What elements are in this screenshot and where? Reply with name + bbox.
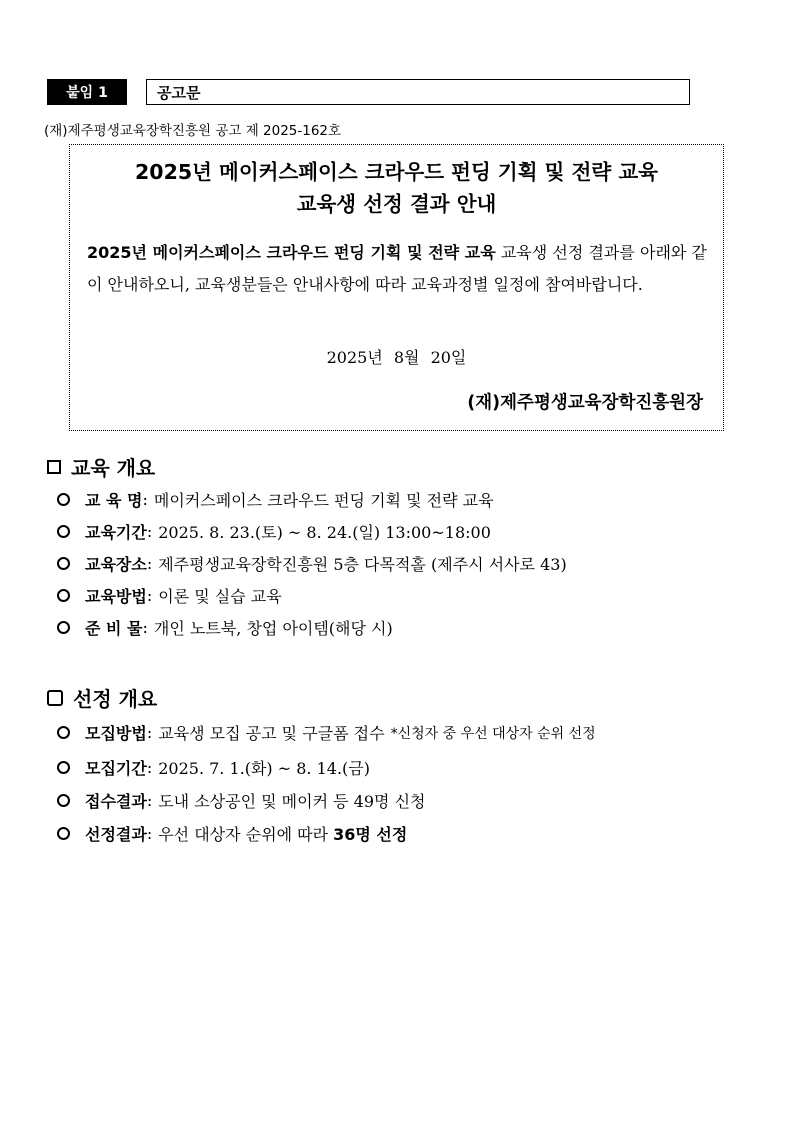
list-item bbox=[57, 789, 425, 812]
attachment-badge: 붙임 1 bbox=[47, 79, 127, 105]
item-value: 제주평생교육장학진흥원 5층 다목적홀 (제주시 서사로 43) bbox=[158, 555, 567, 574]
circle-bullet-icon bbox=[57, 726, 70, 739]
item-value: 2025. 8. 23.(토) ~ 8. 24.(일) 13:00~18:00 bbox=[158, 523, 491, 542]
item-value bbox=[158, 822, 407, 845]
item-value: 개인 노트북, 창업 아이템(해당 시) bbox=[153, 619, 393, 638]
section-title: 교육 개요 bbox=[71, 456, 156, 480]
notice-title-line2: 교육생 선정 결과 안내 bbox=[296, 192, 497, 216]
circle-bullet-icon bbox=[57, 557, 70, 570]
item-separator: : bbox=[146, 554, 153, 573]
list-item bbox=[57, 721, 596, 744]
document-type-label bbox=[146, 79, 690, 105]
item-label: 준 비 물 bbox=[85, 619, 143, 638]
item-separator: : bbox=[142, 490, 148, 509]
notice-body-bold: 2025년 메이커스페이스 크라우드 펀딩 기획 및 전략 교육 bbox=[87, 243, 496, 262]
item-separator: : bbox=[146, 522, 153, 541]
item-value-bold: 36명 선정 bbox=[333, 825, 408, 844]
list-item bbox=[57, 756, 370, 779]
circle-bullet-icon bbox=[57, 525, 70, 538]
circle-bullet-icon bbox=[57, 794, 70, 807]
notice-date: 2025년 8월 20일 bbox=[326, 348, 467, 367]
item-value: 2025. 7. 1.(화) ~ 8. 14.(금) bbox=[158, 759, 370, 778]
notice-body-text: 교육생 선정 결과를 아래와 같이 안내하오니, 교육생분들은 안내사항에 따라 교육과정별 일정에 참여바랍니다. bbox=[87, 243, 707, 294]
item-label: 모집기간 bbox=[85, 759, 147, 778]
item-label: 교육기간 bbox=[85, 523, 147, 542]
item-value: 교육생 모집 공고 및 구글폼 접수 bbox=[158, 724, 385, 743]
item-label: 접수결과 bbox=[85, 792, 147, 811]
item-label: 교 육 명 bbox=[85, 491, 143, 510]
square-bullet-icon bbox=[47, 460, 61, 474]
list-item bbox=[57, 616, 393, 639]
notice-number: (재)제주평생교육장학진흥원 공고 제 2025-162호 bbox=[44, 123, 342, 139]
item-note: *신청자 중 우선 대상자 순위 선정 bbox=[390, 725, 596, 742]
item-label: 교육장소 bbox=[85, 555, 147, 574]
item-value: 메이커스페이스 크라우드 펀딩 기획 및 전략 교육 bbox=[153, 491, 494, 510]
section-selection-overview bbox=[47, 683, 157, 712]
square-bullet-icon bbox=[47, 690, 63, 706]
notice-title-line1: 2025년 메이커스페이스 크라우드 펀딩 기획 및 전략 교육 bbox=[135, 160, 658, 184]
document-type-text: 공고문 bbox=[157, 83, 201, 102]
list-item bbox=[57, 584, 282, 607]
list-item bbox=[57, 520, 491, 543]
item-value: 도내 소상공인 및 메이커 등 49명 신청 bbox=[158, 792, 426, 811]
circle-bullet-icon bbox=[57, 589, 70, 602]
item-label: 선정결과 bbox=[85, 825, 147, 844]
item-separator: : bbox=[142, 618, 148, 637]
item-separator: : bbox=[146, 824, 153, 843]
item-separator: : bbox=[146, 758, 153, 777]
item-value: 이론 및 실습 교육 bbox=[158, 587, 282, 606]
circle-bullet-icon bbox=[57, 621, 70, 634]
notice-box bbox=[69, 144, 724, 431]
notice-body bbox=[87, 237, 707, 301]
circle-bullet-icon bbox=[57, 761, 70, 774]
circle-bullet-icon bbox=[57, 827, 70, 840]
item-label: 모집방법 bbox=[85, 724, 147, 743]
list-item bbox=[57, 552, 567, 575]
section-education-overview bbox=[47, 452, 155, 481]
item-separator: : bbox=[146, 586, 153, 605]
list-item bbox=[57, 822, 407, 845]
item-label: 교육방법 bbox=[85, 587, 147, 606]
section-title: 선정 개요 bbox=[73, 687, 158, 711]
item-value-text: 우선 대상자 순위에 따라 bbox=[158, 825, 334, 844]
item-separator: : bbox=[146, 723, 153, 742]
circle-bullet-icon bbox=[57, 493, 70, 506]
list-item bbox=[57, 488, 494, 511]
notice-signature: (재)제주평생교육장학진흥원장 bbox=[467, 393, 703, 413]
item-separator: : bbox=[146, 791, 153, 810]
